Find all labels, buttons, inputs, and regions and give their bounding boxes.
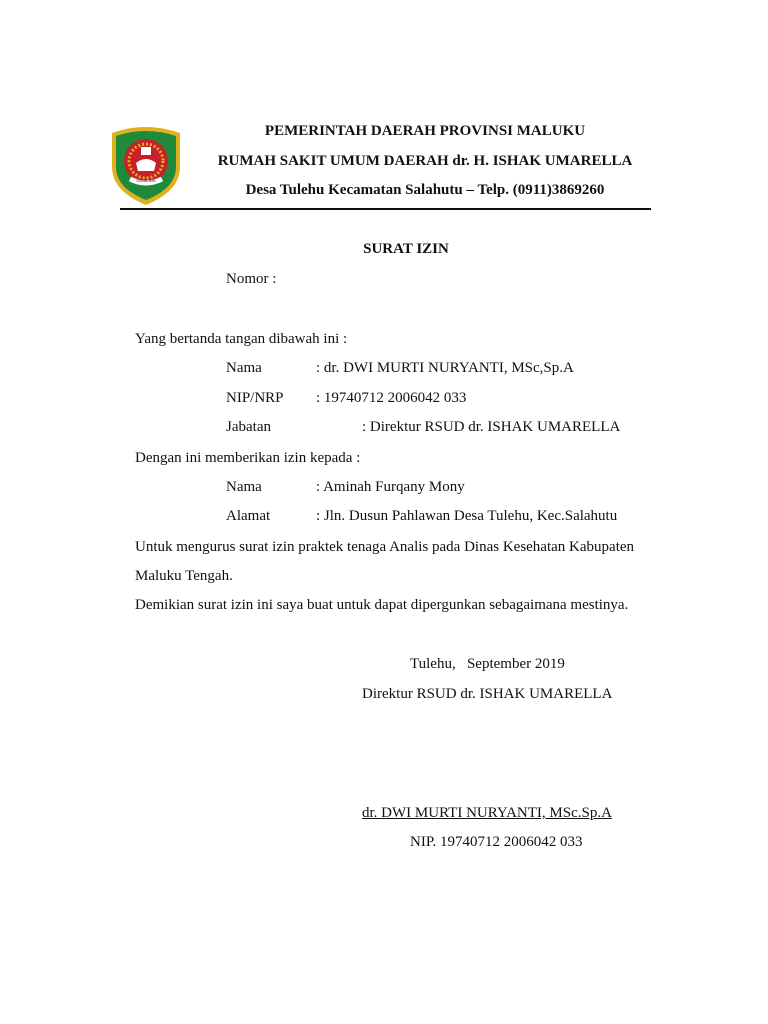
- closing-text: Demikian surat izin ini saya buat untuk dapat dipergunkan sebagaimana mestinya.: [135, 597, 629, 613]
- recipient-address-label: Alamat: [226, 508, 271, 524]
- intro-text: Yang bertanda tangan dibawah ini :: [135, 331, 348, 347]
- signature-place-date: Tulehu, September 2019: [410, 656, 565, 672]
- logo-motto: SIWALIMA: [136, 178, 156, 183]
- recipient-name-label: Nama: [226, 479, 262, 495]
- header-government-name: PEMERINTAH DAERAH PROVINSI MALUKU: [264, 123, 586, 139]
- signature-position: Direktur RSUD dr. ISHAK UMARELLA: [362, 686, 613, 702]
- header-address: Desa Tulehu Kecamatan Salahutu – Telp. (0911)3869260: [245, 182, 605, 198]
- letter-number-label: Nomor :: [226, 271, 277, 287]
- letter-title: SURAT IZIN: [363, 241, 449, 257]
- signer-nip-label: NIP/NRP: [226, 390, 284, 406]
- recipient-name-value: : Aminah Furqany Mony: [316, 479, 465, 495]
- signature-name: dr. DWI MURTI NURYANTI, MSc.Sp.A: [362, 805, 612, 821]
- signer-nip-value: : 19740712 2006042 033: [316, 390, 467, 406]
- signature-nip: NIP. 19740712 2006042 033: [410, 834, 583, 850]
- header-hospital-name: RUMAH SAKIT UMUM DAERAH dr. H. ISHAK UMARELLA: [217, 153, 633, 169]
- signer-position-label: Jabatan: [226, 419, 271, 435]
- signer-position-value: : Direktur RSUD dr. ISHAK UMARELLA: [362, 419, 621, 435]
- purpose-line-2: Maluku Tengah.: [135, 568, 233, 584]
- purpose-line-1: Untuk mengurus surat izin praktek tenaga Analis pada Dinas Kesehatan Kabupaten: [135, 539, 635, 555]
- grant-intro-text: Dengan ini memberikan izin kepada :: [135, 450, 361, 466]
- header-divider: [120, 208, 651, 210]
- recipient-address-value: : Jln. Dusun Pahlawan Desa Tulehu, Kec.Salahutu: [316, 508, 618, 524]
- signer-name-label: Nama: [226, 360, 262, 376]
- province-emblem-logo: [108, 123, 184, 207]
- signer-name-value: : dr. DWI MURTI NURYANTI, MSc,Sp.A: [316, 360, 574, 376]
